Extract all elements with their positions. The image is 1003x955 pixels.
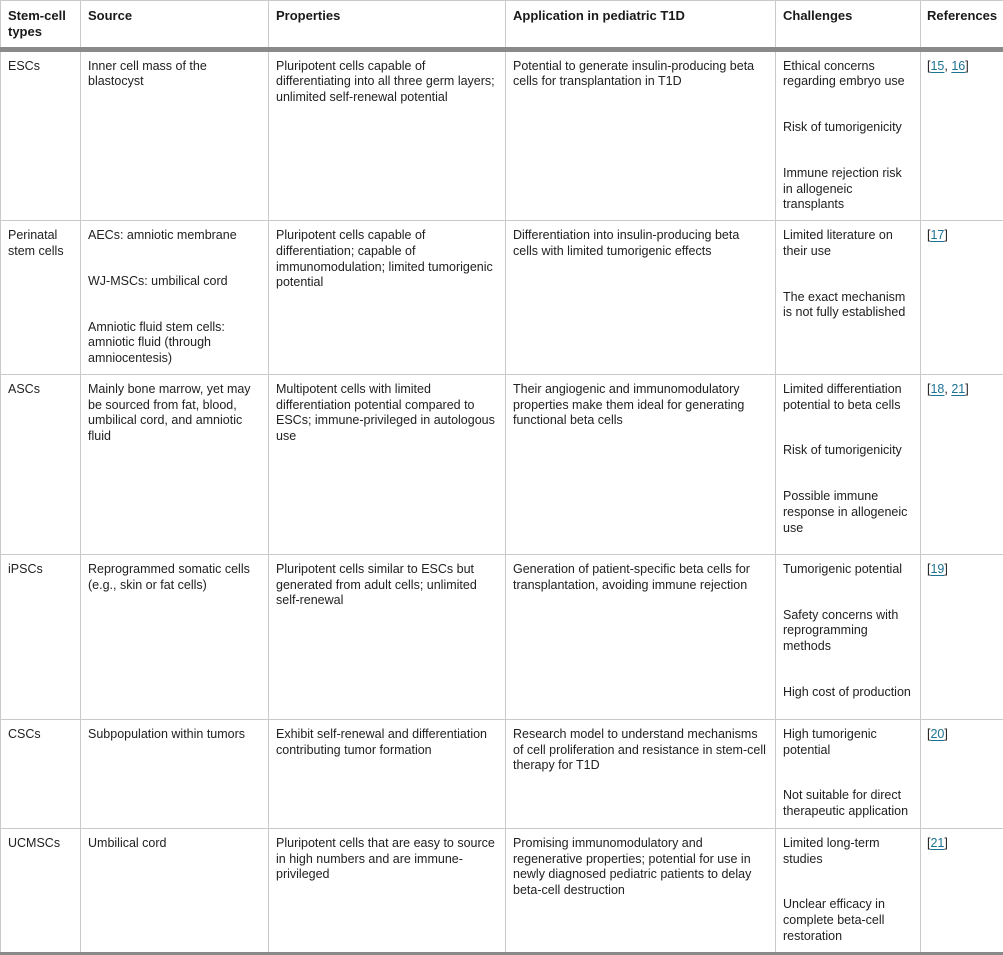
cell-properties [269, 374, 506, 554]
cell-challenges [776, 49, 921, 221]
properties-paragraph: Pluripotent cells that are easy to source in high numbers and are immune-privileged [276, 836, 497, 883]
table-row-cscs [1, 719, 1003, 828]
challenges-paragraph: Ethical concerns regarding embryo use [783, 59, 912, 91]
cell-stem-cell-type: CSCs [1, 719, 81, 828]
source-paragraph: Inner cell mass of the blastocyst [88, 59, 260, 91]
table-row-perinatal-stem-cells [1, 221, 1003, 375]
challenges-paragraph: Limited long-term studies [783, 836, 912, 868]
cell-application [506, 374, 776, 554]
challenges-paragraph: Risk of tumorigenicity [783, 443, 912, 459]
cell-stem-cell-type: ESCs [1, 49, 81, 221]
reference-link-16[interactable]: 16 [951, 59, 965, 73]
cell-properties [269, 221, 506, 375]
reference-link-19[interactable]: 19 [930, 562, 944, 576]
application-paragraph: Research model to understand mechanisms of cell proliferation and resistance in stem-cell therapy for T1D [513, 727, 767, 774]
table-row-ascs [1, 374, 1003, 554]
reference-link-15[interactable]: 15 [930, 59, 944, 73]
table-row-escs [1, 49, 1003, 221]
challenges-paragraph: Limited literature on their use [783, 228, 912, 260]
application-paragraph: Their angiogenic and immunomodulatory properties make them ideal for generating functional beta cells [513, 382, 767, 429]
challenges-paragraph: Risk of tumorigenicity [783, 120, 912, 136]
reference-link-21[interactable]: 21 [951, 382, 965, 396]
challenges-paragraph: High tumorigenic potential [783, 727, 912, 759]
cell-challenges [776, 374, 921, 554]
challenges-paragraph: Tumorigenic potential [783, 562, 912, 578]
application-paragraph: Differentiation into insulin-producing beta cells with limited tumorigenic effects [513, 228, 767, 260]
source-paragraph: Reprogrammed somatic cells (e.g., skin or fat cells) [88, 562, 260, 594]
challenges-paragraph: High cost of production [783, 685, 912, 701]
cell-references: [19] [921, 554, 1003, 719]
cell-challenges [776, 719, 921, 828]
cell-application [506, 49, 776, 221]
source-paragraph: Mainly bone marrow, yet may be sourced from fat, blood, umbilical cord, and amniotic fluid [88, 382, 260, 445]
column-header-application: Application in pediatric T1D [506, 1, 776, 50]
cell-challenges [776, 828, 921, 953]
cell-source [81, 719, 269, 828]
column-header-type: Stem-cell types [1, 1, 81, 50]
challenges-paragraph: Unclear efficacy in complete beta-cell restoration [783, 897, 912, 944]
application-paragraph: Promising immunomodulatory and regenerative properties; potential for use in newly diagnosed pediatric patients to delay beta-cell destruction [513, 836, 767, 899]
cell-references: [20] [921, 719, 1003, 828]
cell-source [81, 374, 269, 554]
cell-properties [269, 554, 506, 719]
reference-link-18[interactable]: 18 [930, 382, 944, 396]
cell-source [81, 49, 269, 221]
source-paragraph: Subpopulation within tumors [88, 727, 260, 743]
source-paragraph: WJ-MSCs: umbilical cord [88, 274, 260, 290]
reference-link-21[interactable]: 21 [930, 836, 944, 850]
cell-properties [269, 828, 506, 953]
source-paragraph: AECs: amniotic membrane [88, 228, 260, 244]
cell-references: [18, 21] [921, 374, 1003, 554]
cell-references: [21] [921, 828, 1003, 953]
application-paragraph: Generation of patient-specific beta cells for transplantation, avoiding immune rejection [513, 562, 767, 594]
cell-application [506, 719, 776, 828]
cell-references: [17] [921, 221, 1003, 375]
properties-paragraph: Multipotent cells with limited differentiation potential compared to ESCs; immune-privileged in autologous use [276, 382, 497, 445]
reference-link-17[interactable]: 17 [930, 228, 944, 242]
cell-challenges [776, 221, 921, 375]
column-header-challenges: Challenges [776, 1, 921, 50]
source-paragraph: Umbilical cord [88, 836, 260, 852]
cell-stem-cell-type: Perinatal stem cells [1, 221, 81, 375]
challenges-paragraph: Immune rejection risk in allogeneic transplants [783, 166, 912, 213]
reference-link-20[interactable]: 20 [930, 727, 944, 741]
application-paragraph: Potential to generate insulin-producing beta cells for transplantation in T1D [513, 59, 767, 91]
table-row-ipscs [1, 554, 1003, 719]
cell-application [506, 221, 776, 375]
cell-properties [269, 49, 506, 221]
cell-challenges [776, 554, 921, 719]
cell-references: [15, 16] [921, 49, 1003, 221]
cell-application [506, 554, 776, 719]
cell-source [81, 554, 269, 719]
cell-properties [269, 719, 506, 828]
source-paragraph: Amniotic fluid stem cells: amniotic fluid (through amniocentesis) [88, 320, 260, 367]
challenges-paragraph: The exact mechanism is not fully established [783, 290, 912, 322]
properties-paragraph: Pluripotent cells capable of differentiation; capable of immunomodulation; limited tumorigenic potential [276, 228, 497, 291]
cell-source [81, 221, 269, 375]
column-header-properties: Properties [269, 1, 506, 50]
table-header-row [1, 1, 1003, 50]
column-header-source: Source [81, 1, 269, 50]
challenges-paragraph: Possible immune response in allogeneic use [783, 489, 912, 536]
cell-stem-cell-type: ASCs [1, 374, 81, 554]
challenges-paragraph: Safety concerns with reprogramming methods [783, 608, 912, 655]
cell-stem-cell-type: UCMSCs [1, 828, 81, 953]
properties-paragraph: Exhibit self-renewal and differentiation contributing tumor formation [276, 727, 497, 759]
challenges-paragraph: Limited differentiation potential to beta cells [783, 382, 912, 414]
table-row-ucmscs [1, 828, 1003, 953]
challenges-paragraph: Not suitable for direct therapeutic application [783, 788, 912, 820]
cell-source [81, 828, 269, 953]
properties-paragraph: Pluripotent cells capable of differentiating into all three germ layers; unlimited self-renewal potential [276, 59, 497, 106]
cell-application [506, 828, 776, 953]
column-header-references: References [921, 1, 1003, 50]
cell-stem-cell-type: iPSCs [1, 554, 81, 719]
properties-paragraph: Pluripotent cells similar to ESCs but generated from adult cells; unlimited self-renewal [276, 562, 497, 609]
